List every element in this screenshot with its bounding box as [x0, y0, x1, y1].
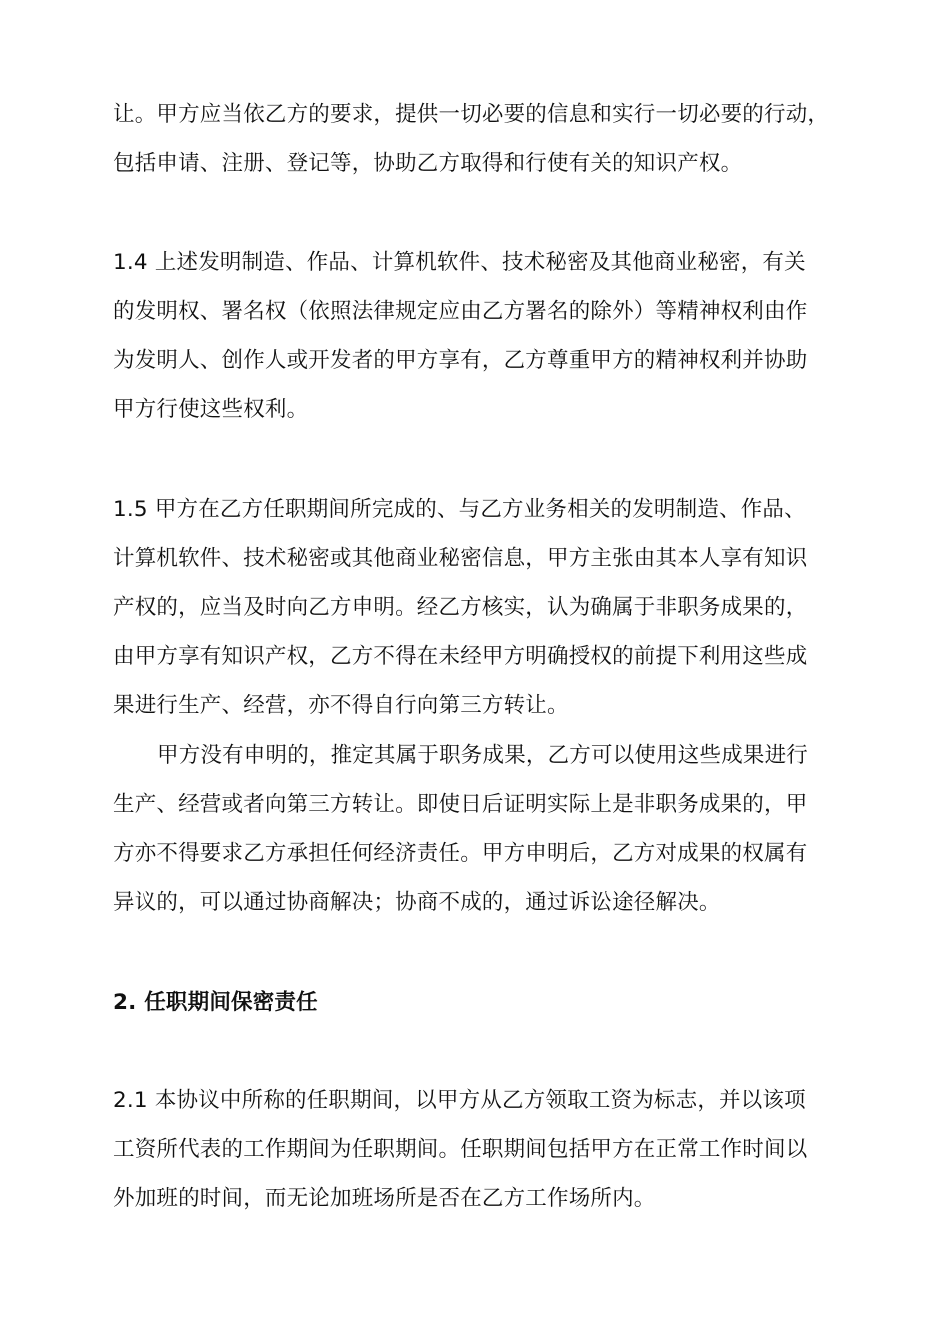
- text-line: 果进行生产、经营，亦不得自行向第三方转让。: [113, 693, 569, 718]
- text-line: 由甲方享有知识产权，乙方不得在未经甲方明确授权的前提下利用这些成: [113, 644, 808, 669]
- text-line: 1.5 甲方在乙方任职期间所完成的、与乙方业务相关的发明制造、作品、: [113, 497, 806, 522]
- text-line: 外加班的时间，而无论加班场所是否在乙方工作场所内。: [113, 1186, 656, 1211]
- text-line: 2.1 本协议中所称的任职期间，以甲方从乙方领取工资为标志，并以该项: [113, 1088, 806, 1113]
- text-line: 生产、经营或者向第三方转让。即使日后证明实际上是非职务成果的，甲: [113, 792, 808, 817]
- text-line: 的发明权、署名权（依照法律规定应由乙方署名的除外）等精神权利由作: [113, 299, 808, 324]
- text-line: 让。甲方应当依乙方的要求，提供一切必要的信息和实行一切必要的行动，: [113, 102, 830, 127]
- text-line: 甲方行使这些权利。: [113, 397, 309, 422]
- text-line: 甲方没有申明的，推定其属于职务成果，乙方可以使用这些成果进行: [157, 743, 809, 768]
- text-line: 异议的，可以通过协商解决；协商不成的，通过诉讼途径解决。: [113, 890, 721, 915]
- text-line: 为发明人、创作人或开发者的甲方享有，乙方尊重甲方的精神权利并协助: [113, 348, 808, 373]
- section-heading: 2. 任职期间保密责任: [113, 990, 318, 1015]
- text-line: 工资所代表的工作期间为任职期间。任职期间包括甲方在正常工作时间以: [113, 1137, 808, 1162]
- text-line: 方亦不得要求乙方承担任何经济责任。甲方申明后，乙方对成果的权属有: [113, 841, 808, 866]
- text-line: 1.4 上述发明制造、作品、计算机软件、技术秘密及其他商业秘密，有关: [113, 250, 806, 275]
- text-line: 计算机软件、技术秘密或其他商业秘密信息，甲方主张由其本人享有知识: [113, 546, 808, 571]
- text-line: 包括申请、注册、登记等，协助乙方取得和行使有关的知识产权。: [113, 151, 743, 176]
- text-line: 产权的，应当及时向乙方申明。经乙方核实，认为确属于非职务成果的，: [113, 595, 808, 620]
